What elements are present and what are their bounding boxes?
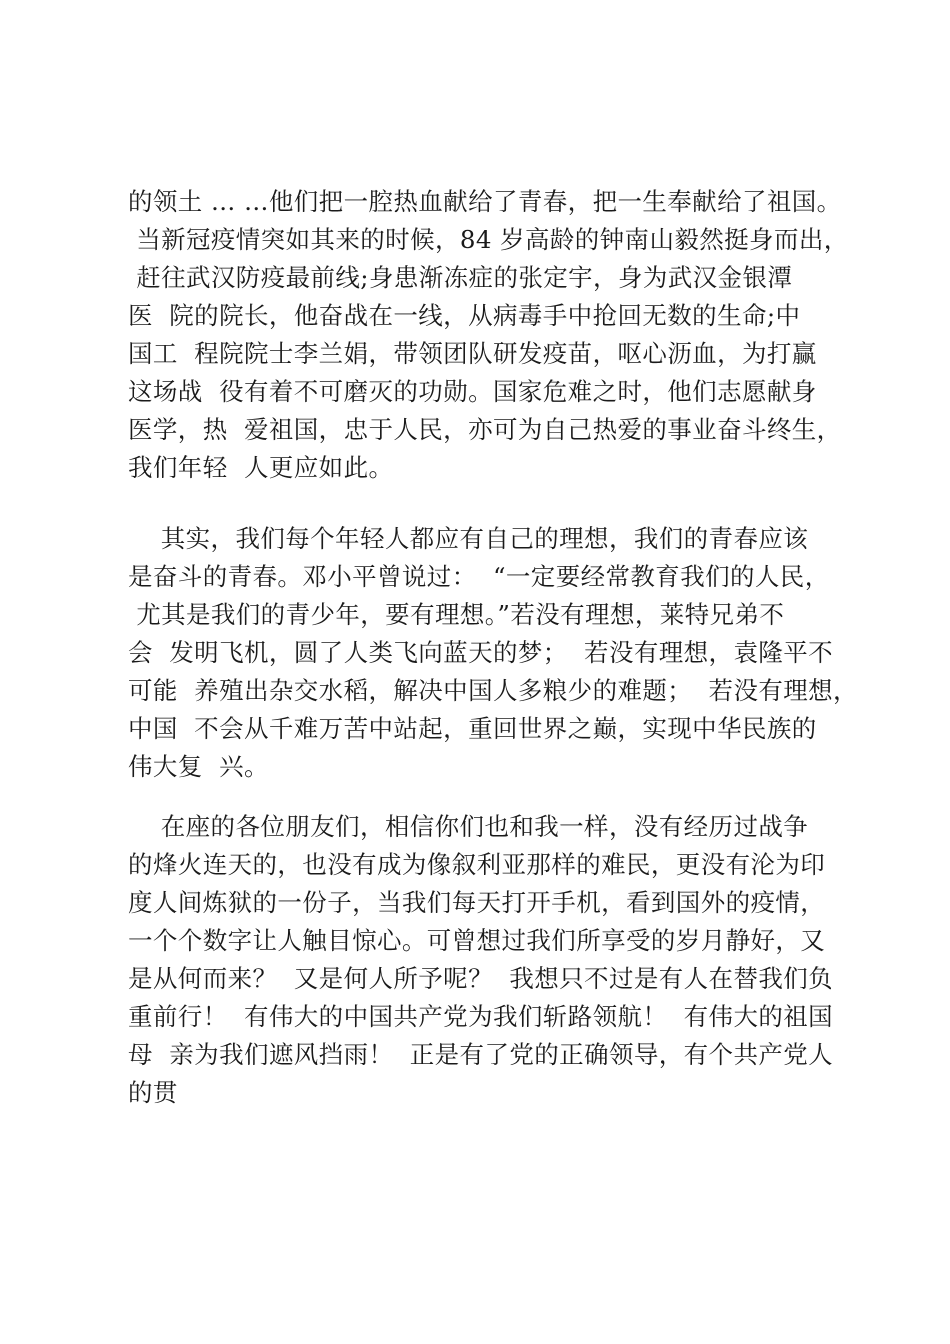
text-line: 这场战 役有着不可磨灭的功勋。国家危难之时，他们志愿献身 — [128, 377, 817, 406]
paragraph-1 — [128, 183, 868, 487]
text-line: 国工 程院院士李兰娟，带领团队研发疫苗，呕心沥血，为打赢 — [128, 339, 817, 368]
text-line: 中国 不会从千难万苦中站起，重回世界之巅，实现中华民族的 — [128, 714, 817, 743]
text-line: 其实，我们每个年轻人都应有自己的理想，我们的青春应该 — [128, 524, 809, 553]
text-line: 我们年轻 人更应如此。 — [128, 453, 394, 482]
text-line: 母 亲为我们遮风挡雨！ 正是有了党的正确领导，有个共产党人 — [128, 1040, 834, 1069]
text-line: 尤其是我们的青少年，要有理想。”若没有理想，莱特兄弟不 — [128, 600, 785, 629]
text-line: 赶往武汉防疫最前线;身患渐冻症的张定宇，身为武汉金银潭 — [128, 263, 793, 292]
text-line: 是奋斗的青春。邓小平曾说过： “一定要经常教育我们的人民， — [128, 562, 830, 591]
text-line: 的领土 … …他们把一腔热血献给了青春，把一生奉献给了祖国。 — [128, 187, 842, 216]
text-line: 的贯 — [128, 1078, 178, 1107]
paragraph-2 — [128, 520, 868, 786]
text-line: 当新冠疫情突如其来的时候，84 岁高龄的钟南山毅然挺身而出， — [128, 225, 849, 254]
text-line: 度人间炼狱的一份子，当我们每天打开手机，看到国外的疫情， — [128, 888, 826, 917]
text-line: 医学，热 爱祖国，忠于人民，亦可为自己热爱的事业奋斗终生， — [128, 415, 842, 444]
text-line: 重前行！ 有伟大的中国共产党为我们斩路领航！ 有伟大的祖国 — [128, 1002, 834, 1031]
text-line: 会 发明飞机，圆了人类飞向蓝天的梦； 若没有理想，袁隆平不 — [128, 638, 834, 667]
text-line: 的烽火连天的，也没有成为像叙利亚那样的难民，更没有沦为印 — [128, 850, 826, 879]
text-line: 医 院的院长，他奋战在一线，从病毒手中抢回无数的生命;中 — [128, 301, 801, 330]
paragraph-3 — [128, 808, 868, 1112]
text-line: 是从何而来？ 又是何人所予呢？ 我想只不过是有人在替我们负 — [128, 964, 834, 993]
text-line: 伟大复 兴。 — [128, 752, 269, 781]
text-line: 在座的各位朋友们，相信你们也和我一样，没有经历过战争 — [128, 812, 809, 841]
text-line: 可能 养殖出杂交水稻，解决中国人多粮少的难题； 若没有理想， — [128, 676, 858, 705]
text-line: 一个个数字让人触目惊心。可曾想过我们所享受的岁月静好，又 — [128, 926, 826, 955]
